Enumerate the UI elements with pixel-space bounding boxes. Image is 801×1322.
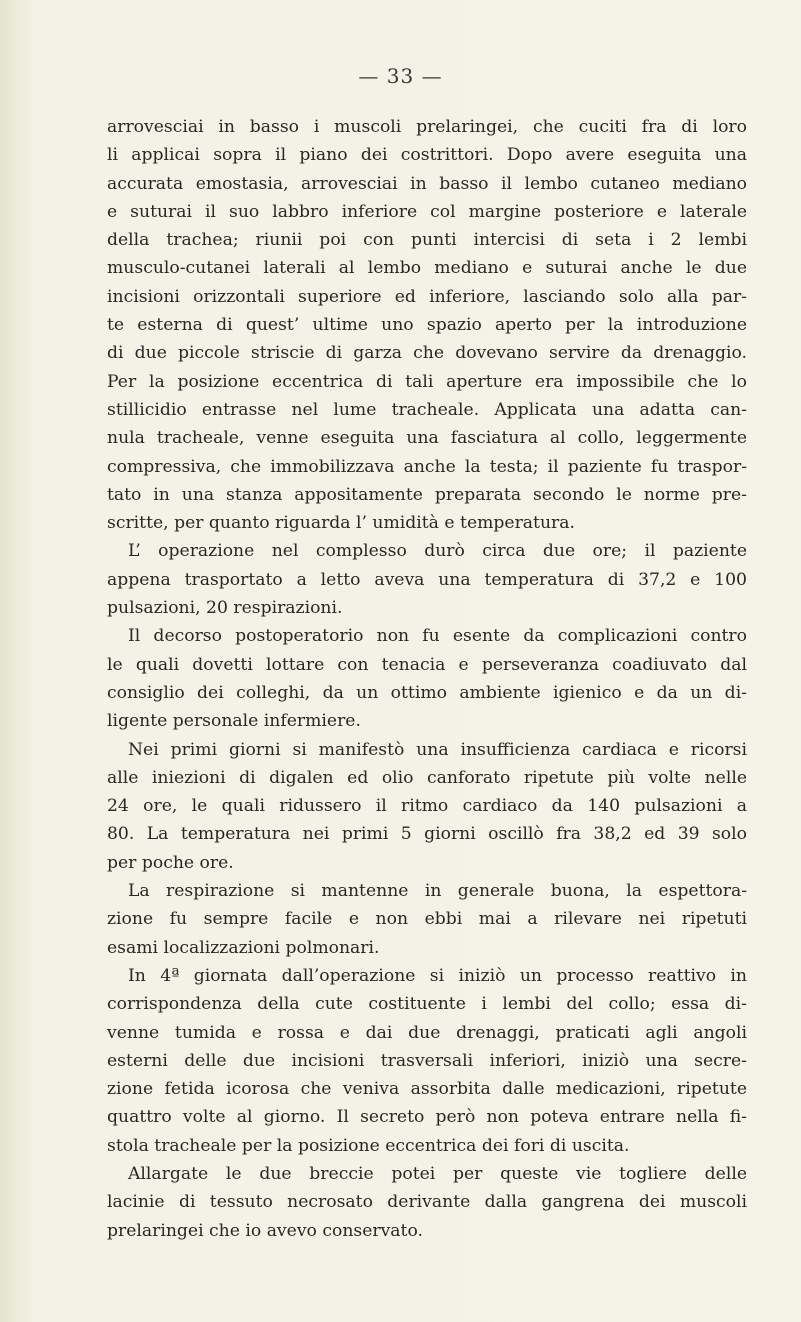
text-line: zione fetida icorosa che veniva assorbita dalle medicazioni, ripetute [107, 1079, 747, 1100]
text-line: appena trasportato a letto aveva una temperatura di 37,2 e 100 [107, 569, 747, 590]
text-line: te esterna di quest’ ultime uno spazio aperto per la introduzione [107, 315, 747, 336]
text-line: pulsazioni, 20 respirazioni. [107, 598, 343, 619]
text-line: di due piccole striscie di garza che dovevano servire da drenaggio. [107, 343, 747, 364]
text-line: prelaringei che io avevo conservato. [107, 1220, 423, 1241]
text-line: lacinie di tessuto necrosato derivante dalla gangrena dei muscoli [107, 1192, 747, 1213]
text-line: stola tracheale per la posizione eccentrica dei fori di uscita. [107, 1135, 630, 1156]
text-line: musculo-cutanei laterali al lembo mediano e suturai anche le due [107, 258, 747, 279]
text-line: li applicai sopra il piano dei costrittori. Dopo avere eseguita una [107, 145, 747, 166]
paragraph-start: La respirazione si mantenne in generale buona, la espettora- [128, 881, 747, 902]
paragraph-start: In 4ª giornata dall’operazione si iniziò un processo reattivo in [128, 965, 747, 986]
body-text [107, 113, 747, 1245]
page-number: — 33 — [358, 64, 443, 88]
paragraph-start: Allargate le due breccie potei per queste vie togliere delle [128, 1163, 747, 1184]
text-line: tato in una stanza appositamente preparata secondo le norme pre- [107, 484, 747, 505]
text-line: quattro volte al giorno. Il secreto però non poteva entrare nella fi- [107, 1107, 747, 1128]
text-line: Per la posizione eccentrica di tali aperture era impossibile che lo [107, 371, 747, 392]
text-line: venne tumida e rossa e dai due drenaggi, praticati agli angoli [107, 1022, 747, 1043]
paragraph-start: Il decorso postoperatorio non fu esente da complicazioni contro [128, 626, 747, 647]
text-line: le quali dovetti lottare con tenacia e perseveranza coadiuvato dal [107, 654, 747, 675]
text-line: stillicidio entrasse nel lume tracheale. Applicata una adatta can- [107, 399, 747, 420]
text-line: zione fu sempre facile e non ebbi mai a rilevare nei ripetuti [107, 909, 747, 930]
paragraph-start: L’ operazione nel complesso durò circa due ore; il paziente [128, 541, 747, 562]
text-line: arrovesciai in basso i muscoli prelaringei, che cuciti fra di loro [107, 117, 747, 137]
text-line: corrispondenza della cute costituente i lembi del collo; essa di- [107, 994, 747, 1015]
paragraph-start: Nei primi giorni si manifestò una insufficienza cardiaca e ricorsi [128, 739, 747, 760]
text-line: consiglio dei colleghi, da un ottimo ambiente igienico e da un di- [107, 682, 747, 703]
text-line: scritte, per quanto riguarda l’ umidità e temperatura. [107, 513, 575, 534]
text-line: 24 ore, le quali ridussero il ritmo cardiaco da 140 pulsazioni a [107, 796, 747, 817]
text-line: per poche ore. [107, 852, 234, 873]
text-line: e suturai il suo labbro inferiore col margine posteriore e laterale [107, 201, 747, 222]
text-line: accurata emostasia, arrovesciai in basso il lembo cutaneo mediano [107, 173, 747, 194]
text-line: esterni delle due incisioni trasversali inferiori, iniziò una secre- [107, 1050, 747, 1071]
text-line: 80. La temperatura nei primi 5 giorni oscillò fra 38,2 ed 39 solo [107, 824, 747, 845]
text-line: nula tracheale, venne eseguita una fasciatura al collo, leggermente [107, 428, 747, 449]
text-line: alle iniezioni di digalen ed olio canforato ripetute più volte nelle [107, 767, 747, 788]
text-line: esami localizzazioni polmonari. [107, 937, 380, 958]
text-line: ligente personale infermiere. [107, 711, 361, 732]
text-line: compressiva, che immobilizzava anche la testa; il paziente fu traspor- [107, 456, 747, 477]
text-line: incisioni orizzontali superiore ed inferiore, lasciando solo alla par- [107, 286, 747, 307]
text-line: della trachea; riunii poi con punti intercisi di seta i 2 lembi [107, 230, 747, 251]
